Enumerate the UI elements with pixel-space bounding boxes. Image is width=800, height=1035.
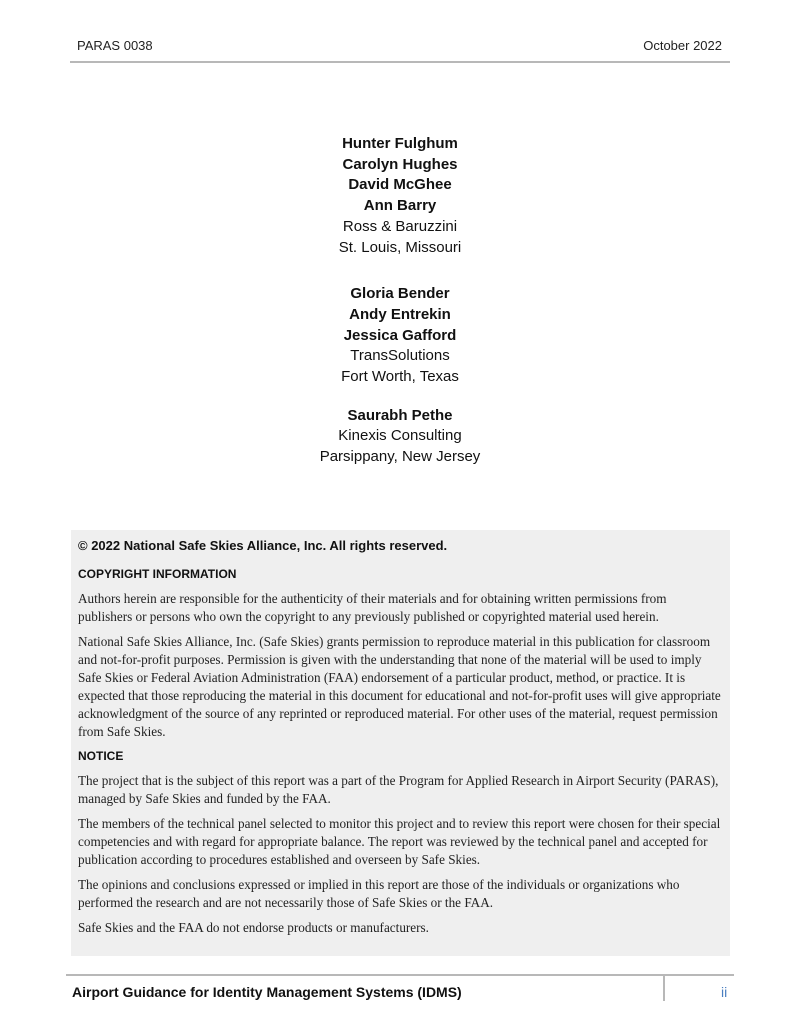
copyright-heading: COPYRIGHT INFORMATION: [78, 567, 237, 581]
footer-document-title: Airport Guidance for Identity Management Systems (IDMS): [72, 984, 462, 1000]
author-name: David McGhee: [348, 176, 452, 194]
author-organization: Ross & Baruzzini: [342, 217, 458, 235]
copyright-title: © 2022 National Safe Skies Alliance, Inc. All rights reserved.: [78, 538, 448, 553]
footer-vertical-divider: [663, 975, 665, 1001]
header-divider: [70, 61, 730, 63]
author-name: Carolyn Hughes: [342, 155, 458, 173]
author-name: Ann Barry: [363, 197, 437, 215]
author-name: Saurabh Pethe: [347, 406, 453, 424]
author-group-ross-baruzzini: [0, 134, 800, 258]
author-group-transsolutions: [0, 284, 800, 388]
notice-paragraph: The members of the technical panel selected to monitor this project and to review this report were chosen for their special competencies and with regard for appropriate balance. The report was reviewed by the technical panel and accepted for publication according to procedures established and overseen by Safe Skies.: [78, 816, 721, 867]
author-name: Gloria Bender: [350, 285, 450, 303]
notice-heading: NOTICE: [78, 749, 124, 763]
footer-divider: [66, 974, 734, 976]
author-name: Jessica Gafford: [343, 326, 457, 344]
author-list: [0, 134, 800, 468]
notice-paragraph: The opinions and conclusions expressed or implied in this report are those of the individuals or organizations who performed the research and are not necessarily those of Safe Skies or the FAA.: [78, 877, 680, 910]
report-id: PARAS 0038: [77, 38, 153, 53]
author-location: Fort Worth, Texas: [341, 368, 459, 386]
copyright-notice-box: [71, 530, 730, 956]
notice-paragraph: Safe Skies and the FAA do not endorse products or manufacturers.: [78, 920, 429, 935]
author-organization: TransSolutions: [350, 347, 450, 365]
copyright-paragraph: Authors herein are responsible for the authenticity of their materials and for obtaining written permissions from publishers or persons who own the copyright to any previously published or copyrighted material used herein.: [78, 591, 667, 624]
author-name: Andy Entrekin: [349, 305, 451, 323]
copyright-paragraph: National Safe Skies Alliance, Inc. (Safe Skies) grants permission to reproduce material in this publication for classroom and not-for-profit purposes. Permission is given with the understanding that none of the material will be used to imply Safe Skies or Federal Aviation Administration (FAA) endorsement of a particular product, method, or practice. It is expected that those reproducing the material in this document for educational and not-for-profit uses will give appropriate acknowledgment of the source of any reprinted or reproduced material. For other uses of the material, request permission from Safe Skies.: [78, 634, 721, 739]
author-group-kinexis: [0, 406, 800, 468]
author-organization: Kinexis Consulting: [338, 427, 462, 445]
notice-paragraph: The project that is the subject of this report was a part of the Program for Applied Research in Airport Security (PARAS), managed by Safe Skies and funded by the FAA.: [78, 773, 719, 806]
author-location: St. Louis, Missouri: [338, 238, 462, 256]
author-name: Hunter Fulghum: [342, 135, 458, 152]
author-location: Parsippany, New Jersey: [319, 448, 481, 466]
report-date: October 2022: [643, 38, 722, 53]
page-number: ii: [721, 984, 728, 1000]
